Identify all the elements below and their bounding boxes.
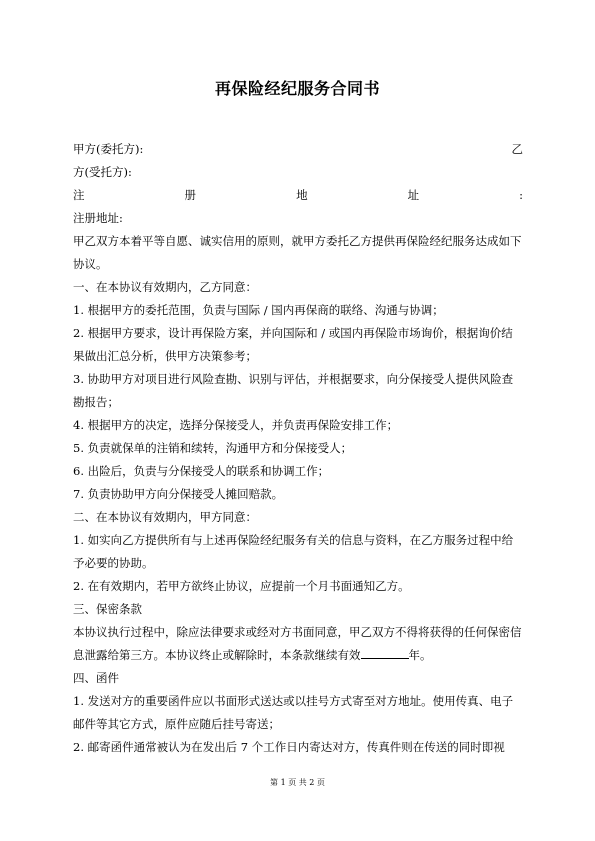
section-4-item: 1. 发送对方的重要函件应以书面形式送达或以挂号方式寄至对方地址。使用传真、电子邮件等其它方式，原件应随后挂号寄送； <box>73 694 514 731</box>
intro-paragraph: 甲乙双方本着平等自愿、诚实信用的原则，就甲方委托乙方提供再保险经纪服务达成如下协议。 <box>73 234 522 271</box>
reg-char: 地 <box>296 188 308 202</box>
document-title: 再保险经纪服务合同书 <box>214 79 380 98</box>
section-1-item: 3. 协助甲方对项目进行风险查勘、识别与评估，并根据要求，向分保接受人提供风险查勘报告； <box>73 372 514 409</box>
section-2-item: 1. 如实向乙方提供所有与上述再保险经纪服务有关的信息与资料，在乙方服务过程中给予必要的协助。 <box>73 533 514 570</box>
section-1-item: 5. 负责就保单的注销和续转，沟通甲方和分保接受人； <box>73 441 353 455</box>
section-1-item: 6. 出险后，负责与分保接受人的联系和协调工作； <box>73 464 330 478</box>
confidentiality-suffix: 年。 <box>408 648 432 662</box>
document-body <box>73 138 523 759</box>
section-4-item: 2. 邮寄函件通常被认为在发出后 7 个工作日内寄达对方，传真件则在传送的同时即视 <box>73 740 505 754</box>
section-2-heading: 二、在本协议有效期内，甲方同意： <box>73 510 257 524</box>
party-a-line <box>73 138 523 161</box>
party-b-first-char: 乙 <box>511 142 523 156</box>
party-a-label: 甲方(委托方): <box>73 142 144 156</box>
reg-char: 册 <box>184 188 197 202</box>
reg-char: 址 <box>407 188 420 202</box>
section-3-heading: 三、保密条款 <box>73 602 142 616</box>
confidentiality-paragraph <box>73 621 523 667</box>
years-blank-field[interactable] <box>361 646 409 659</box>
registered-address-spread <box>73 184 523 207</box>
section-1-item: 1. 根据甲方的委托范围，负责与国际 / 国内再保商的联络、沟通与协调； <box>73 303 444 317</box>
party-b-label: 方(受托方): <box>73 165 132 179</box>
section-1-heading: 一、在本协议有效期内，乙方同意： <box>73 280 257 294</box>
confidentiality-text: 本协议执行过程中，除应法律要求或经对方书面同意，甲乙双方不得将获得的任何保密信息泄露给第三方。本协议终止或解除时，本条款继续有效 <box>73 625 522 662</box>
reg-char: : <box>519 188 523 202</box>
section-1-item: 4. 根据甲方的决定，选择分保接受人，并负责再保险安排工作； <box>73 418 399 432</box>
section-1-item: 7. 负责协助甲方向分保接受人摊回赔款。 <box>73 487 284 501</box>
page-footer: 第 1 页 共 2 页 <box>270 778 325 787</box>
section-2-item: 2. 在有效期内，若甲方欲终止协议，应提前一个月书面通知乙方。 <box>73 579 410 593</box>
section-4-heading: 四、函件 <box>73 671 119 685</box>
reg-char: 注 <box>73 188 85 202</box>
registered-address-label: 注册地址: <box>73 211 123 225</box>
section-1-item: 2. 根据甲方要求，设计再保险方案，并向国际和 / 或国内再保险市场询价，根据询价结果做出汇总分析，供甲方决策参考； <box>73 326 513 363</box>
